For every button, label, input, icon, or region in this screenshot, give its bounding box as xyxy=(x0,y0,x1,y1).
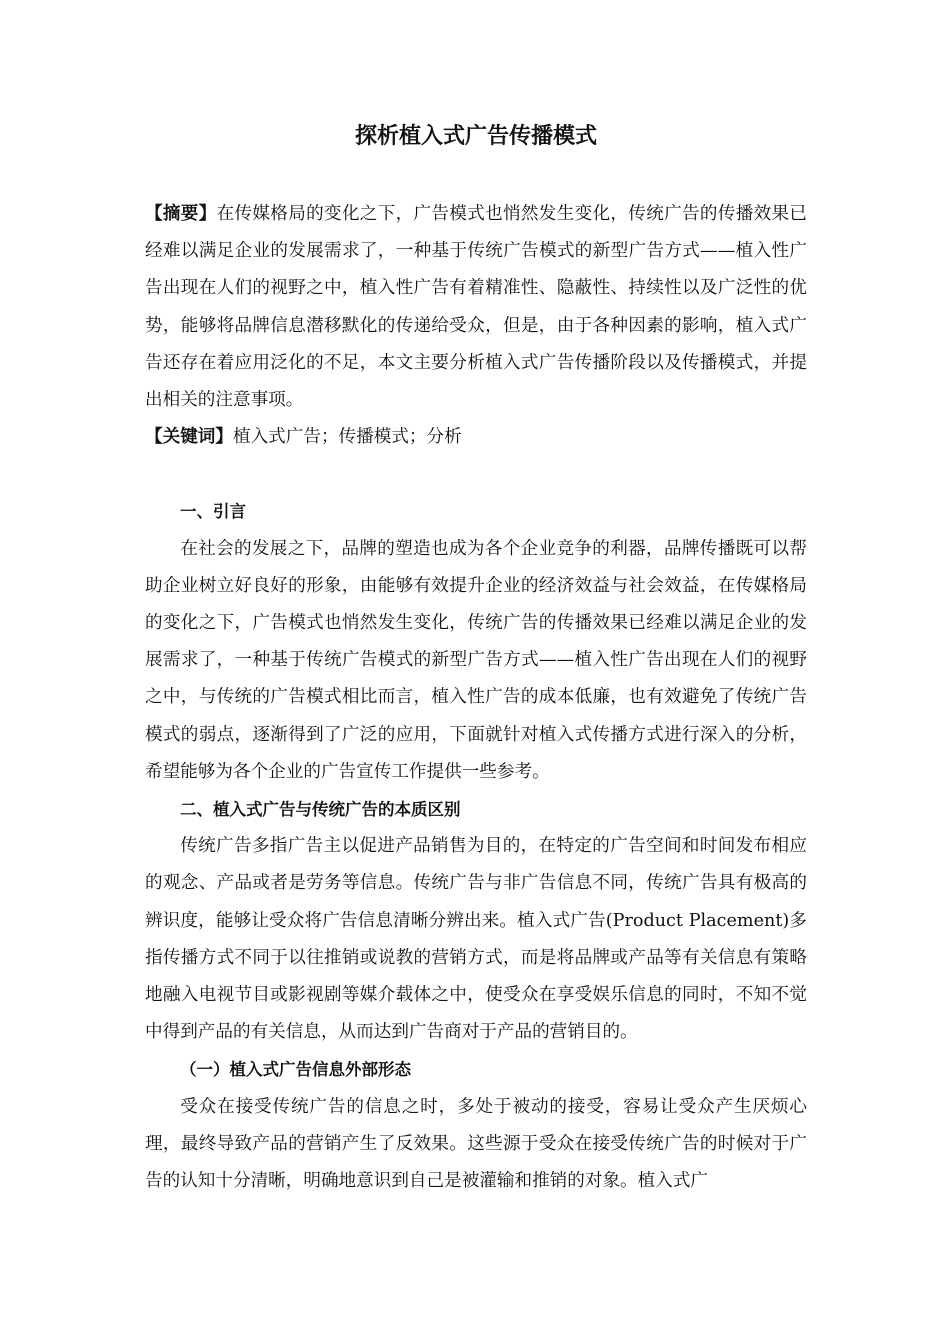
document-page xyxy=(145,118,807,1200)
section-heading-difference: 二、植入式广告与传统广告的本质区别 xyxy=(180,800,461,820)
section-paragraph-difference: 传统广告多指广告主以促进产品销售为目的，在特定的广告空间和时间发布相应的观念、产品或者是劳务等信息。传统广告与非广告信息不同，传统广告具有极高的辨识度，能够让受众将广告信息清晰分辨出来。植入式广告(Product Placement)多指传播方式不同于以往推销或说教的营销方式，而是将品牌或产品等有关信息有策略地融入电视节目或影视剧等媒介载体之中，使受众在享受娱乐信息的同时，不知不觉中得到产品的有关信息，从而达到广告商对于产品的营销目的。 xyxy=(145,836,807,1043)
section-paragraph-intro: 在社会的发展之下，品牌的塑造也成为各个企业竞争的利器，品牌传播既可以帮助企业树立好良好的形象，由能够有效提升企业的经济效益与社会效益，在传媒格局的变化之下，广告模式也悄然发生变化，传统广告的传播效果已经难以满足企业的发展需求了，一种基于传统广告模式的新型广告方式——植入性广告出现在人们的视野之中，与传统的广告模式相比而言，植入性广告的成本低廉，也有效避免了传统广告模式的弱点，逐渐得到了广泛的应用，下面就针对植入式传播方式进行深入的分析，希望能够为各个企业的广告宣传工作提供一些参考。 xyxy=(145,538,807,782)
abstract-paragraph xyxy=(145,196,807,419)
keywords-paragraph xyxy=(145,419,807,456)
document-title: 探析植入式广告传播模式 xyxy=(354,124,597,149)
keywords-label: 【关键词】 xyxy=(145,427,233,448)
keywords-text: 植入式广告；传播模式；分析 xyxy=(232,427,462,448)
section-heading-intro: 一、引言 xyxy=(180,502,246,522)
abstract-text: 在传媒格局的变化之下，广告模式也悄然发生变化，传统广告的传播效果已经难以满足企业的发展需求了，一种基于传统广告模式的新型广告方式——植入性广告出现在人们的视野之中，植入性广告有着精准性、隐蔽性、持续性以及广泛性的优势，能够将品牌信息潜移默化的传递给受众，但是，由于各种因素的影响，植入式广告还存在着应用泛化的不足，本文主要分析植入式广告传播阶段以及传播模式，并提出相关的注意事项。 xyxy=(145,204,807,411)
subsection-paragraph-external-form: 受众在接受传统广告的信息之时，多处于被动的接受，容易让受众产生厌烦心理，最终导致产品的营销产生了反效果。这些源于受众在接受传统广告的时候对于广告的认知十分清晰，明确地意识到自己是被灌输和推销的对象。植入式广 xyxy=(145,1096,807,1192)
abstract-label: 【摘要】 xyxy=(145,204,217,224)
section-spacer xyxy=(145,456,807,493)
subsection-heading-external-form: （一）植入式广告信息外部形态 xyxy=(180,1060,411,1080)
